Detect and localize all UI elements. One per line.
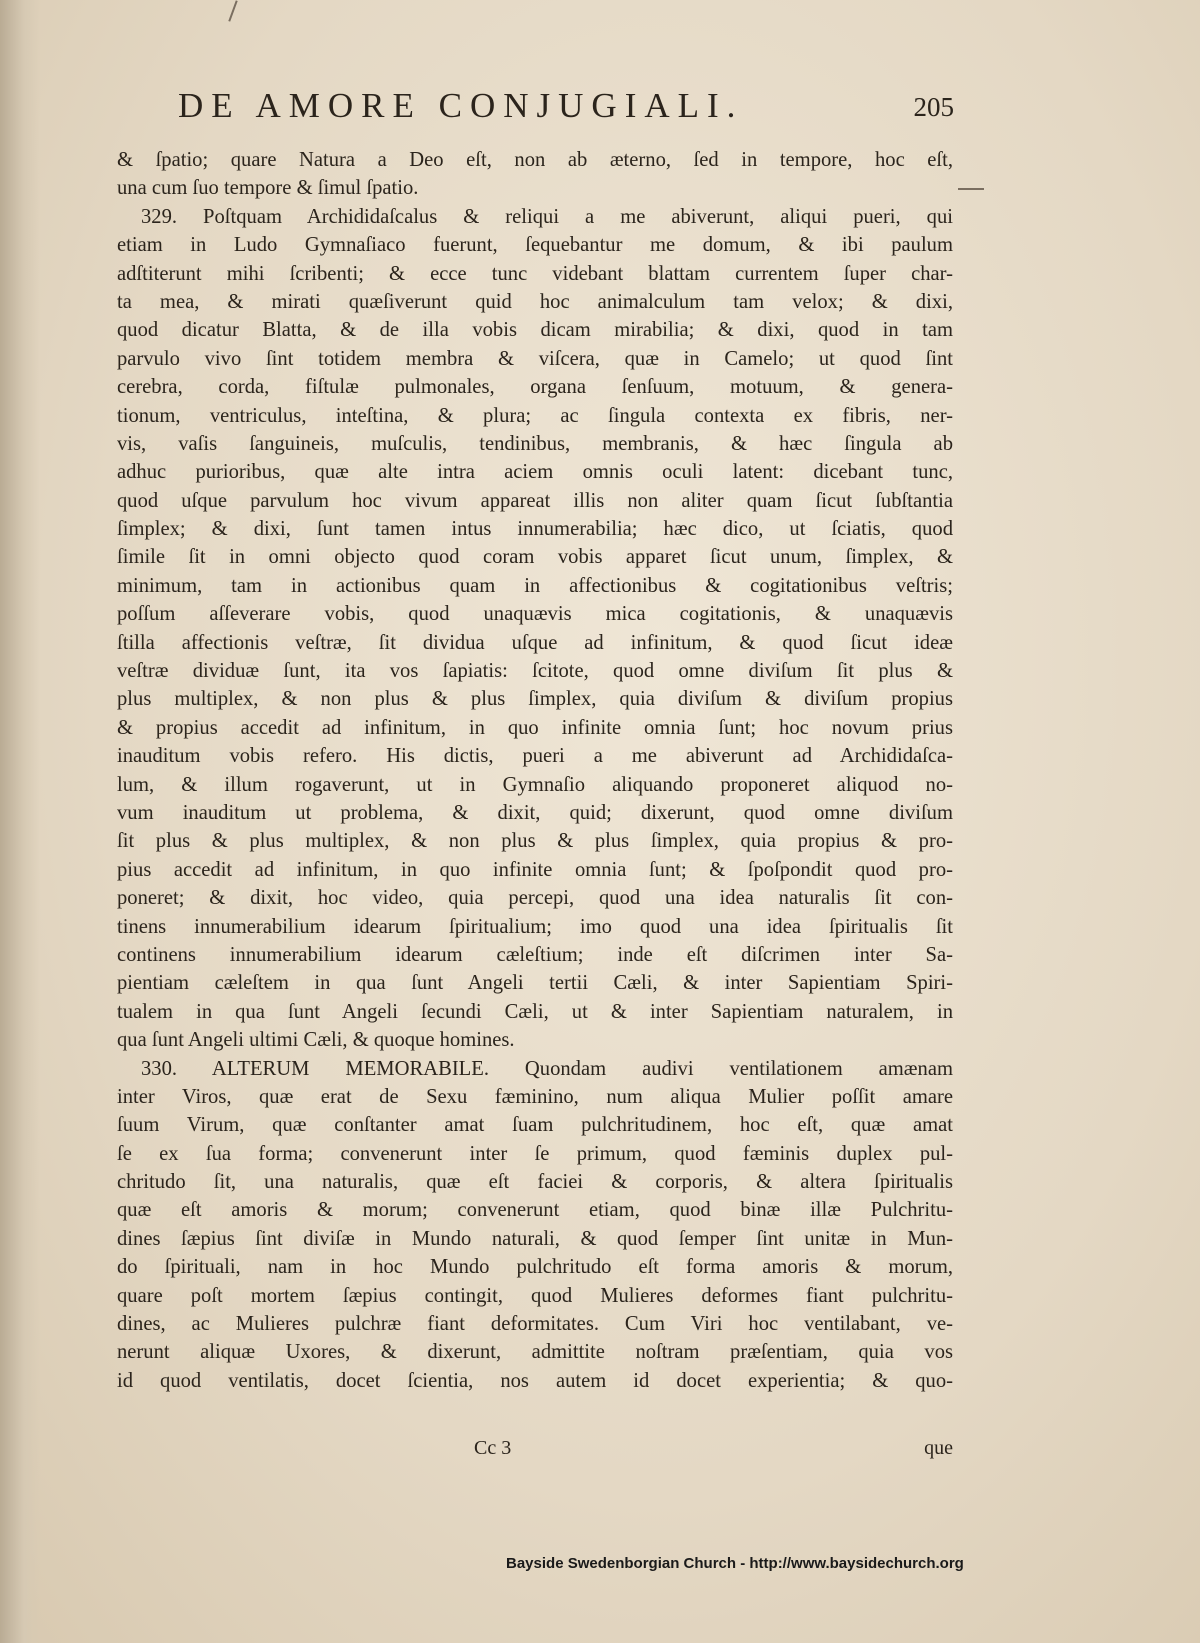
text-line: id quod ventilatis, docet ſcientia, nos autem id docet experientia; & quo- xyxy=(117,1369,953,1392)
text-line: parvulo vivo ſint totidem membra & viſcera, quæ in Camelo; ut quod ſint xyxy=(117,347,953,370)
text-line: adſtiterunt mihi ſcribenti; & ecce tunc videbant blattam currentem ſuper char- xyxy=(117,262,953,285)
text-line: veſtræ dividuæ ſunt, ita vos ſapiatis: ſcitote, quod omne diviſum ſit plus & xyxy=(117,660,953,683)
text-line: inter Viros, quæ erat de Sexu fæminino, num aliqua Mulier poſſit amare xyxy=(117,1085,953,1108)
text-line: minimum, tam in actionibus quam in affectionibus & cogitationibus veſtris; xyxy=(117,574,953,597)
text-line: ſe ex ſua forma; convenerunt inter ſe primum, quod fæminis duplex pul- xyxy=(117,1142,953,1165)
catchword: que xyxy=(924,1437,953,1459)
watermark-credit: Bayside Swedenborgian Church - http://www.baysidechurch.org xyxy=(506,1555,964,1572)
text-line: vum inauditum ut problema, & dixit, quid; dixerunt, quod omne diviſum xyxy=(117,801,953,824)
text-line: plus multiplex, & non plus & plus ſimplex, quia diviſum & diviſum propius xyxy=(117,688,953,711)
page-number: 205 xyxy=(913,92,954,122)
text-line: ſuum Virum, quæ conſtanter amat ſuam pulchritudinem, hoc eſt, quæ amat xyxy=(117,1114,953,1137)
text-line: inauditum vobis refero. His dictis, pueri a me abiverunt ad Archididaſca- xyxy=(117,745,953,768)
text-line: ſimile ſit in omni objecto quod coram vobis apparet ſicut unum, ſimplex, & xyxy=(117,546,953,569)
text-line: & propius accedit ad infinitum, in quo infinite omnia ſunt; hoc novum prius xyxy=(117,716,953,739)
text-line: una cum ſuo tempore & ſimul ſpatio. xyxy=(117,177,419,200)
text-line: poneret; & dixit, hoc video, quia percepi, quod una idea naturalis ſit con- xyxy=(117,887,953,910)
margin-stroke-right xyxy=(958,188,984,190)
margin-stroke-top xyxy=(228,0,237,21)
text-line: quod uſque parvulum hoc vivum appareat illis non aliter quam ſicut ſubſtantia xyxy=(117,489,953,512)
text-line: quod dicatur Blatta, & de illa vobis dicam mirabilia; & dixi, quod in tam xyxy=(117,319,953,342)
text-line: ſit plus & plus multiplex, & non plus & plus ſimplex, quia propius & pro- xyxy=(117,830,953,853)
text-line: & ſpatio; quare Natura a Deo eſt, non ab æterno, ſed in tempore, hoc eſt, xyxy=(117,149,953,171)
page-footer xyxy=(117,1437,953,1467)
text-line: cerebra, corda, fiſtulæ pulmonales, organa ſenſuum, motuum, & genera- xyxy=(117,376,953,399)
text-line: tionum, ventriculus, inteſtina, & plura; ac ſingula contexta ex fibris, ner- xyxy=(117,404,953,427)
text-line: pientiam cæleſtem in qua ſunt Angeli tertii Cæli, & inter Sapientiam Spiri- xyxy=(117,972,953,995)
text-line: ta mea, & mirati quæſiverunt quid hoc animalculum tam velox; & dixi, xyxy=(117,290,953,313)
text-line: poſſum aſſeverare vobis, quod unaquævis mica cogitationis, & unaquævis xyxy=(117,603,953,626)
text-line: etiam in Ludo Gymnaſiaco fuerunt, ſequebantur me domum, & ibi paulum xyxy=(117,234,953,257)
text-line: quare poſt mortem ſæpius contingit, quod Mulieres deformes fiant pulchritu- xyxy=(117,1284,953,1307)
text-line: quæ eſt amoris & morum; convenerunt etiam, quod binæ illæ Pulchritu- xyxy=(117,1199,953,1222)
signature-mark: Cc 3 xyxy=(474,1437,512,1459)
text-line: ſimplex; & dixi, ſunt tamen intus innumerabilia; hæc dico, ut ſciatis, quod xyxy=(117,518,953,541)
text-line: 329. Poſtquam Archididaſcalus & reliqui a me abiverunt, aliqui pueri, qui xyxy=(141,205,953,228)
text-line: adhuc purioribus, quæ alte intra aciem omnis oculi latent: dicebant tunc, xyxy=(117,461,953,484)
text-line: 330. ALTERUM MEMORABILE. Quondam audivi ventilationem amænam xyxy=(141,1057,953,1080)
text-line: continens innumerabilium idearum cæleſtium; inde eſt diſcrimen inter Sa- xyxy=(117,943,953,966)
text-line: ſtilla affectionis veſtræ, ſit dividua uſque ad infinitum, & quod ſicut ideæ xyxy=(117,631,953,654)
page-header xyxy=(178,86,954,134)
page-gutter-shadow xyxy=(0,0,40,1643)
text-line: tualem in qua ſunt Angeli ſecundi Cæli, ut & inter Sapientiam naturalem, in xyxy=(117,1000,953,1023)
text-line: lum, & illum rogaverunt, ut in Gymnaſio aliquando proponeret aliquod no- xyxy=(117,773,953,796)
running-head: DE AMORE CONJUGIALI. xyxy=(178,86,744,125)
text-line: do ſpirituali, nam in hoc Mundo pulchritudo eſt forma amoris & morum, xyxy=(117,1256,953,1279)
text-line: chritudo ſit, una naturalis, quæ eſt faciei & corporis, & altera ſpiritualis xyxy=(117,1171,953,1194)
body-text xyxy=(117,146,953,1395)
text-line: vis, vaſis ſanguineis, muſculis, tendinibus, membranis, & hæc ſingula ab xyxy=(117,432,953,455)
text-line: tinens innumerabilium idearum ſpiritualium; imo quod una idea ſpiritualis ſit xyxy=(117,915,953,938)
text-line: pius accedit ad infinitum, in quo infinite omnia ſunt; & ſpoſpondit quod pro- xyxy=(117,858,953,881)
text-line: dines, ac Mulieres pulchræ fiant deformitates. Cum Viri hoc ventilabant, ve- xyxy=(117,1313,953,1336)
text-line: nerunt aliquæ Uxores, & dixerunt, admittite noſtram præſentiam, quia vos xyxy=(117,1341,953,1364)
text-line: dines ſæpius ſint diviſæ in Mundo naturali, & quod ſemper ſint unitæ in Mun- xyxy=(117,1227,953,1250)
text-line: qua ſunt Angeli ultimi Cæli, & quoque homines. xyxy=(117,1029,515,1052)
